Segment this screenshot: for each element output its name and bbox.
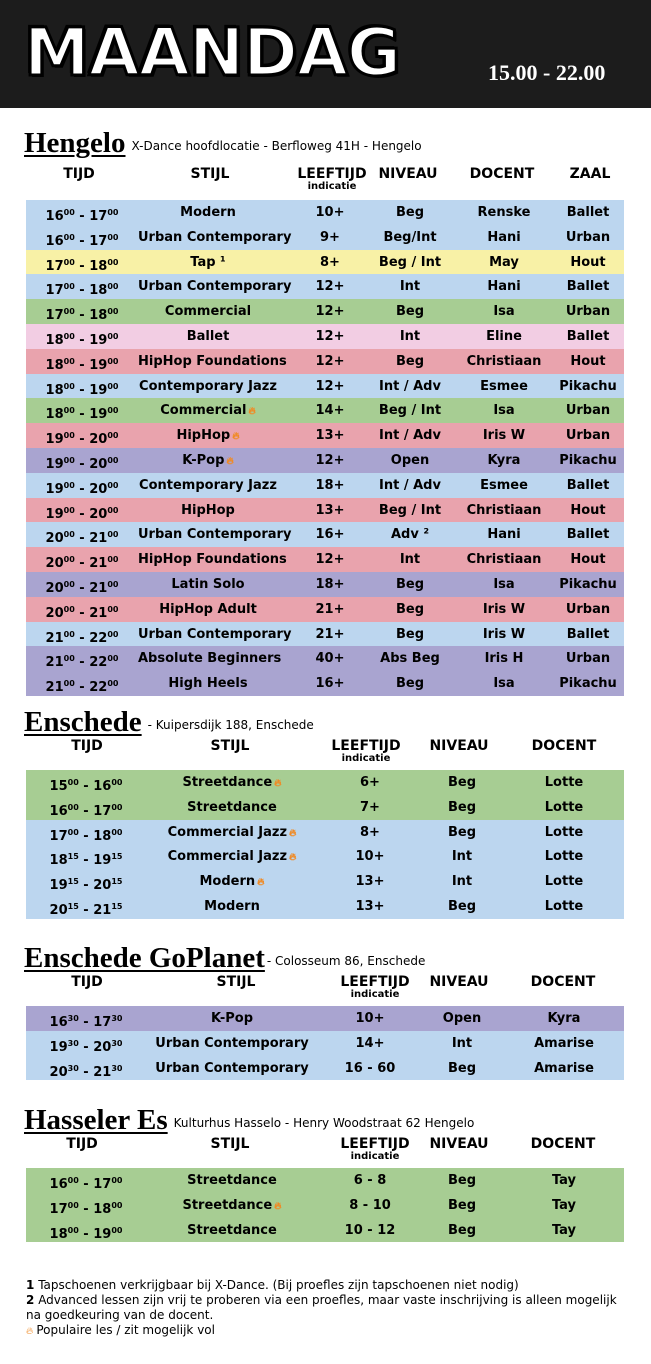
- level-cell: Int: [451, 874, 473, 890]
- table-row: [26, 869, 624, 894]
- age-cell: 12+: [315, 304, 345, 320]
- time-cell: $19^{15} - 20^{15}$: [49, 877, 123, 894]
- age-cell: 12+: [315, 378, 345, 394]
- style-cell: Streetdance 🔥︎: [182, 1197, 282, 1213]
- style-cell: Commercial Jazz 🔥︎: [167, 824, 297, 840]
- age-cell: 10+: [315, 205, 345, 220]
- header-leeftijd: LEEFTIJD indicatie: [340, 974, 410, 1000]
- table-row: [26, 349, 624, 374]
- table-row: [26, 1006, 624, 1031]
- age-cell: 12+: [315, 279, 345, 295]
- level-cell: Open: [390, 452, 430, 468]
- rows-hasseler-es: [26, 1168, 624, 1242]
- teacher-cell: Lotte: [544, 775, 584, 790]
- teacher-cell: Hani: [487, 527, 521, 543]
- level-cell: Beg: [395, 626, 425, 642]
- footnote-flame: 🔥︎ Populaire les / zit mogelijk vol: [26, 1323, 215, 1337]
- time-cell: $19^{00} - 20^{00}$: [45, 455, 119, 472]
- table-row: [26, 448, 624, 473]
- header-tijd: TIJD: [63, 166, 95, 182]
- style-cell: HipHop Foundations: [138, 552, 287, 568]
- time-cell: $19^{00} - 20^{00}$: [45, 480, 119, 497]
- section-title: [24, 1104, 474, 1139]
- time-cell: $17^{00} - 18^{00}$: [45, 282, 119, 299]
- time-cell: $15^{00} - 16^{00}$: [49, 778, 123, 794]
- footnotes: [26, 1278, 626, 1339]
- style-cell: Urban Contemporary: [138, 229, 292, 245]
- room-cell: Hout: [570, 502, 606, 518]
- age-cell: 14+: [355, 1035, 385, 1051]
- location-name: Enschede: [24, 706, 142, 738]
- room-cell: Pikachu: [559, 452, 617, 468]
- level-cell: Adv ²: [390, 527, 430, 543]
- style-cell: HipHop 🔥︎: [176, 428, 240, 444]
- level-cell: Beg: [395, 353, 425, 369]
- room-cell: Ballet: [566, 477, 610, 493]
- teacher-cell: Hani: [487, 279, 521, 295]
- table-row: [26, 374, 624, 399]
- time-cell: $21^{00} - 22^{00}$: [45, 679, 119, 696]
- table-row: [26, 1193, 624, 1218]
- location-address: - Kuipersdijk 188, Enschede: [147, 718, 314, 732]
- teacher-cell: Isa: [493, 403, 515, 419]
- level-cell: Int: [451, 1035, 473, 1051]
- header-niveau: NIVEAU: [378, 166, 438, 182]
- table-row: [26, 522, 624, 547]
- header-leeftijd: LEEFTIJD indicatie: [331, 738, 401, 764]
- style-cell: HipHop: [181, 502, 235, 518]
- room-cell: Ballet: [566, 205, 610, 220]
- table-row: [26, 547, 624, 572]
- teacher-cell: Lotte: [544, 799, 584, 815]
- table-row: [26, 1031, 624, 1056]
- table-row: [26, 200, 624, 225]
- age-cell: 7+: [360, 799, 380, 815]
- section-title: [24, 706, 314, 741]
- table-row: [26, 572, 624, 597]
- age-cell: 16+: [315, 676, 345, 692]
- section-title: [24, 127, 422, 162]
- table-row: [26, 1168, 624, 1193]
- style-cell: HipHop Foundations: [138, 353, 287, 369]
- age-cell: 13+: [315, 502, 345, 518]
- time-cell: $17^{00} - 18^{00}$: [49, 1200, 123, 1217]
- style-cell: K-Pop 🔥︎: [182, 452, 234, 468]
- level-cell: Int: [399, 328, 421, 344]
- time-cell: $21^{00} - 22^{00}$: [45, 629, 119, 646]
- header-leeftijd: LEEFTIJD indicatie: [297, 166, 367, 192]
- table-row: [26, 1056, 624, 1081]
- time-cell: $20^{00} - 21^{00}$: [45, 530, 119, 547]
- level-cell: Beg / Int: [378, 254, 442, 270]
- style-cell: Tap ¹: [190, 254, 226, 270]
- teacher-cell: Iris W: [482, 626, 526, 642]
- room-cell: Urban: [565, 651, 611, 667]
- teacher-cell: May: [489, 254, 519, 270]
- level-cell: Beg: [447, 1222, 477, 1238]
- age-cell: 14+: [315, 403, 345, 419]
- location-name: Enschede GoPlanet: [24, 942, 265, 974]
- table-row: [26, 498, 624, 523]
- table-row: [26, 820, 624, 845]
- style-cell: Contemporary Jazz: [139, 378, 277, 394]
- header-stijl: STIJL: [190, 166, 230, 182]
- header-docent: DOCENT: [530, 974, 596, 990]
- table-row: [26, 597, 624, 622]
- time-cell: $21^{00} - 22^{00}$: [45, 654, 119, 671]
- header-niveau: NIVEAU: [429, 1136, 489, 1152]
- age-cell: 10+: [355, 849, 385, 865]
- header-zaal: ZAAL: [569, 166, 611, 182]
- level-cell: Beg: [395, 601, 425, 617]
- teacher-cell: Christiaan: [466, 353, 542, 369]
- style-cell: Ballet: [186, 328, 230, 344]
- time-cell: $16^{30} - 17^{30}$: [49, 1014, 123, 1030]
- teacher-cell: Christiaan: [466, 552, 542, 568]
- level-cell: Beg: [395, 205, 425, 220]
- time-cell: $18^{15} - 19^{15}$: [49, 852, 123, 869]
- teacher-cell: Lotte: [544, 849, 584, 865]
- age-cell: 13+: [355, 874, 385, 890]
- location-address: X-Dance hoofdlocatie - Berfloweg 41H - Hengelo: [131, 139, 422, 153]
- level-cell: Open: [442, 1011, 482, 1026]
- table-row: [26, 795, 624, 820]
- teacher-cell: Esmee: [480, 378, 528, 394]
- time-cell: $16^{00} - 17^{00}$: [45, 208, 119, 224]
- style-cell: Urban Contemporary: [138, 626, 292, 642]
- header-docent: DOCENT: [530, 1136, 596, 1152]
- age-cell: 16+: [315, 527, 345, 543]
- teacher-cell: Kyra: [487, 452, 521, 468]
- style-cell: Urban Contemporary: [155, 1035, 309, 1051]
- footnote-1: 1 Tapschoenen verkrijgbaar bij X-Dance. (Bij proefles zijn tapschoenen niet nodig): [26, 1278, 519, 1292]
- table-row: [26, 671, 624, 696]
- level-cell: Beg: [447, 1060, 477, 1076]
- style-cell: Modern: [180, 205, 236, 220]
- age-cell: 12+: [315, 328, 345, 344]
- room-cell: Ballet: [566, 279, 610, 295]
- room-cell: Hout: [570, 254, 606, 270]
- level-cell: Beg: [395, 676, 425, 692]
- table-row: [26, 423, 624, 448]
- table-row: [26, 894, 624, 919]
- table-row: [26, 770, 624, 795]
- age-cell: 12+: [315, 452, 345, 468]
- level-cell: Int: [399, 279, 421, 295]
- time-cell: $20^{00} - 21^{00}$: [45, 579, 119, 596]
- age-cell: 18+: [315, 576, 345, 592]
- age-cell: 6+: [360, 775, 380, 790]
- teacher-cell: Lotte: [544, 874, 584, 890]
- header-niveau: NIVEAU: [429, 974, 489, 990]
- time-cell: $19^{00} - 20^{00}$: [45, 431, 119, 448]
- level-cell: Beg/Int: [383, 229, 437, 245]
- location-name: Hengelo: [24, 127, 126, 159]
- time-cell: $16^{00} - 17^{00}$: [49, 1176, 123, 1192]
- flame-icon: 🔥︎: [26, 1326, 34, 1337]
- time-cell: $20^{00} - 21^{00}$: [45, 604, 119, 621]
- teacher-cell: Lotte: [544, 824, 584, 840]
- teacher-cell: Eline: [486, 328, 522, 344]
- age-cell: 8 - 10: [349, 1197, 391, 1213]
- flame-icon: 🔥︎: [289, 852, 297, 864]
- level-cell: Int: [451, 849, 473, 865]
- age-cell: 9+: [320, 229, 340, 245]
- age-cell: 21+: [315, 626, 345, 642]
- room-cell: Pikachu: [559, 576, 617, 592]
- location-address: Kulturhus Hasselo - Henry Woodstraat 62 Hengelo: [173, 1116, 475, 1130]
- header-stijl: STIJL: [210, 738, 250, 754]
- flame-icon: 🔥︎: [274, 778, 282, 789]
- room-cell: Pikachu: [559, 676, 617, 692]
- age-cell: 6 - 8: [353, 1173, 387, 1188]
- table-row: [26, 1218, 624, 1243]
- style-cell: Streetdance 🔥︎: [182, 775, 282, 790]
- header-niveau: NIVEAU: [429, 738, 489, 754]
- rows-hengelo: [26, 200, 624, 696]
- room-cell: Hout: [570, 353, 606, 369]
- table-row: [26, 225, 624, 250]
- teacher-cell: Iris H: [484, 651, 524, 667]
- header-docent: DOCENT: [531, 738, 597, 754]
- opening-hours: 15.00 - 22.00: [488, 60, 606, 85]
- level-cell: Beg: [447, 1197, 477, 1213]
- teacher-cell: Lotte: [544, 898, 584, 914]
- teacher-cell: Iris W: [482, 428, 526, 444]
- age-cell: 12+: [315, 552, 345, 568]
- teacher-cell: Tay: [551, 1222, 577, 1238]
- time-cell: $18^{00} - 19^{00}$: [49, 1225, 123, 1242]
- level-cell: Beg: [447, 898, 477, 914]
- time-cell: $16^{00} - 17^{00}$: [45, 232, 119, 249]
- age-cell: 12+: [315, 353, 345, 369]
- time-cell: $18^{00} - 19^{00}$: [45, 381, 119, 398]
- teacher-cell: Esmee: [480, 477, 528, 493]
- day-title: MAANDAG: [24, 14, 401, 91]
- header-leeftijd: LEEFTIJD indicatie: [340, 1136, 410, 1162]
- time-cell: $20^{15} - 21^{15}$: [49, 901, 123, 918]
- table-row: [26, 250, 624, 275]
- time-cell: $19^{30} - 20^{30}$: [49, 1038, 123, 1055]
- style-cell: K-Pop: [210, 1011, 254, 1026]
- room-cell: Urban: [565, 229, 611, 245]
- table-row: [26, 844, 624, 869]
- level-cell: Beg: [447, 799, 477, 815]
- teacher-cell: Amarise: [534, 1035, 594, 1051]
- time-cell: $17^{00} - 18^{00}$: [45, 257, 119, 274]
- level-cell: Int / Adv: [379, 428, 441, 444]
- style-cell: Streetdance: [187, 799, 277, 815]
- level-cell: Beg: [447, 1173, 477, 1188]
- table-row: [26, 324, 624, 349]
- flame-icon: 🔥︎: [257, 877, 265, 889]
- age-cell: 13+: [355, 898, 385, 914]
- level-cell: Beg / Int: [378, 403, 442, 419]
- time-cell: $18^{00} - 19^{00}$: [45, 356, 119, 373]
- style-cell: Streetdance: [187, 1173, 277, 1188]
- header-tijd: TIJD: [71, 974, 103, 990]
- section-title: [24, 942, 425, 977]
- room-cell: Urban: [565, 403, 611, 419]
- header-docent: DOCENT: [469, 166, 535, 182]
- teacher-cell: Tay: [551, 1173, 577, 1188]
- flame-icon: 🔥︎: [232, 431, 240, 443]
- age-cell: 8+: [360, 824, 380, 840]
- style-cell: Streetdance: [187, 1222, 277, 1238]
- table-row: [26, 398, 624, 423]
- table-row: [26, 274, 624, 299]
- teacher-cell: Amarise: [534, 1060, 594, 1076]
- level-cell: Beg: [395, 304, 425, 320]
- teacher-cell: Isa: [493, 304, 515, 320]
- style-cell: Urban Contemporary: [155, 1060, 309, 1076]
- room-cell: Pikachu: [559, 378, 617, 394]
- level-cell: Int / Adv: [379, 477, 441, 493]
- time-cell: $18^{00} - 19^{00}$: [45, 331, 119, 348]
- time-cell: $17^{00} - 18^{00}$: [45, 307, 119, 324]
- location-address: - Colosseum 86, Enschede: [266, 954, 426, 968]
- flame-icon: 🔥︎: [248, 406, 256, 418]
- rows-goplanet: [26, 1006, 624, 1080]
- flame-icon: 🔥︎: [226, 455, 234, 467]
- time-cell: $18^{00} - 19^{00}$: [45, 406, 119, 423]
- style-cell: Latin Solo: [171, 576, 245, 592]
- header-stijl: STIJL: [210, 1136, 250, 1152]
- time-cell: $17^{00} - 18^{00}$: [49, 827, 123, 844]
- style-cell: Modern: [204, 898, 260, 914]
- level-cell: Int / Adv: [379, 378, 441, 394]
- level-cell: Int: [399, 552, 421, 568]
- teacher-cell: Tay: [551, 1197, 577, 1213]
- room-cell: Ballet: [566, 527, 610, 543]
- teacher-cell: Kyra: [547, 1011, 581, 1026]
- style-cell: Commercial Jazz 🔥︎: [167, 849, 297, 865]
- teacher-cell: Hani: [487, 229, 521, 245]
- header-bar: [0, 0, 651, 108]
- time-cell: $20^{00} - 21^{00}$: [45, 555, 119, 572]
- rows-enschede: [26, 770, 624, 919]
- table-row: [26, 622, 624, 647]
- room-cell: Urban: [565, 428, 611, 444]
- style-cell: Contemporary Jazz: [139, 477, 277, 493]
- teacher-cell: Renske: [477, 205, 531, 220]
- age-cell: 10+: [355, 1011, 385, 1026]
- teacher-cell: Isa: [493, 676, 515, 692]
- age-cell: 18+: [315, 477, 345, 493]
- style-cell: Absolute Beginners: [138, 651, 282, 667]
- age-cell: 13+: [315, 428, 345, 444]
- location-name: Hasseler Es: [24, 1104, 168, 1136]
- age-cell: 40+: [315, 651, 345, 667]
- flame-icon: 🔥︎: [289, 827, 297, 839]
- level-cell: Beg: [447, 824, 477, 840]
- teacher-cell: Christiaan: [466, 502, 542, 518]
- age-cell: 21+: [315, 601, 345, 617]
- age-cell: 16 - 60: [344, 1060, 396, 1076]
- room-cell: Urban: [565, 601, 611, 617]
- room-cell: Ballet: [566, 328, 610, 344]
- teacher-cell: Iris W: [482, 601, 526, 617]
- header-stijl: STIJL: [216, 974, 256, 990]
- table-row: [26, 299, 624, 324]
- table-row: [26, 473, 624, 498]
- style-cell: Commercial 🔥︎: [160, 403, 256, 419]
- age-cell: 8+: [320, 254, 340, 270]
- time-cell: $20^{30} - 21^{30}$: [49, 1063, 123, 1080]
- header-tijd: TIJD: [66, 1136, 98, 1152]
- table-row: [26, 646, 624, 671]
- room-cell: Ballet: [566, 626, 610, 642]
- style-cell: High Heels: [168, 676, 248, 692]
- time-cell: $16^{00} - 17^{00}$: [49, 802, 123, 819]
- level-cell: Beg / Int: [378, 502, 442, 518]
- header-tijd: TIJD: [71, 738, 103, 754]
- style-cell: Urban Contemporary: [138, 527, 292, 543]
- room-cell: Urban: [565, 304, 611, 320]
- age-cell: 10 - 12: [344, 1222, 396, 1238]
- footnote-2: 2 Advanced lessen zijn vrij te proberen via een proefles, maar vaste inschrijving is alleen mogelijk na goedkeuring van de docent.: [26, 1293, 617, 1322]
- level-cell: Abs Beg: [380, 651, 440, 667]
- level-cell: Beg: [395, 576, 425, 592]
- teacher-cell: Isa: [493, 576, 515, 592]
- level-cell: Beg: [447, 775, 477, 790]
- flame-icon: 🔥︎: [274, 1200, 282, 1212]
- time-cell: $19^{00} - 20^{00}$: [45, 505, 119, 522]
- style-cell: Commercial: [164, 304, 252, 320]
- style-cell: Urban Contemporary: [138, 279, 292, 295]
- style-cell: Modern 🔥︎: [199, 874, 265, 890]
- style-cell: HipHop Adult: [159, 601, 257, 617]
- room-cell: Hout: [570, 552, 606, 568]
